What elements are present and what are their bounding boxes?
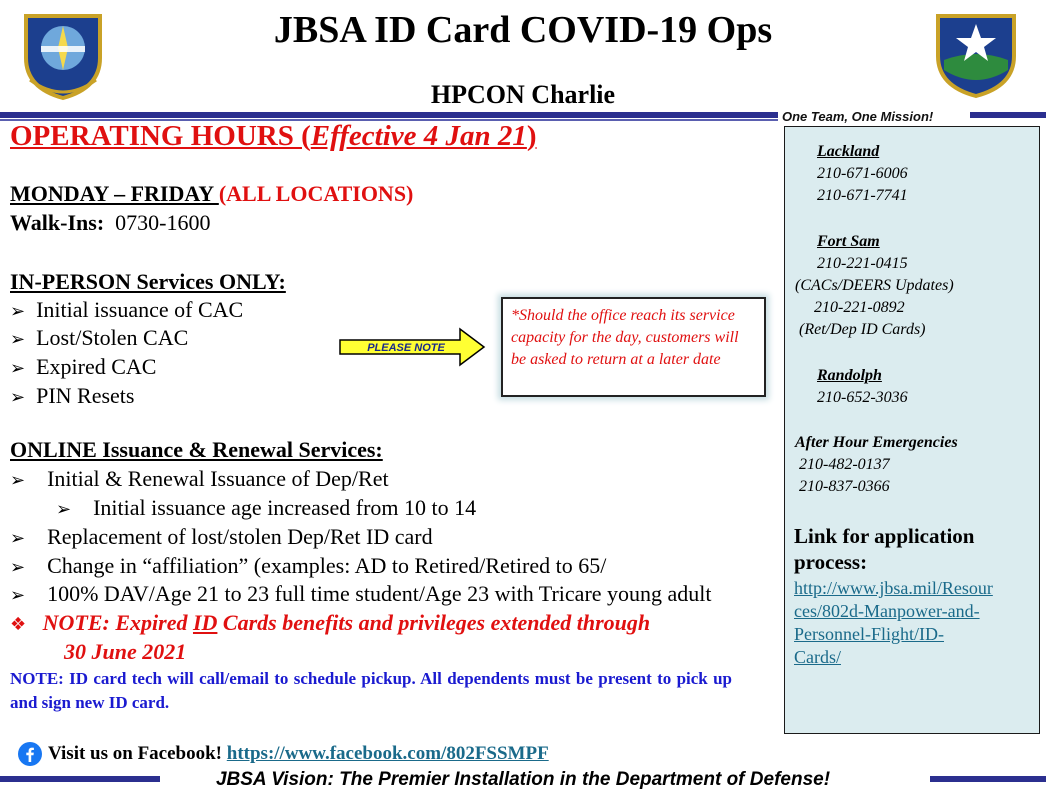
- randolph-phone: 210-652-3036: [817, 389, 908, 406]
- in-person-heading: IN-PERSON Services ONLY:: [10, 269, 286, 294]
- lackland-phone-2: 210-671-7741: [817, 187, 908, 204]
- after-hours-label: After Hour Emergencies: [795, 434, 958, 451]
- list-item: ➢ PIN Resets: [10, 383, 135, 408]
- fortsam-label: Fort Sam: [817, 233, 880, 250]
- lackland-phone-1: 210-671-6006: [817, 165, 908, 182]
- facebook-link[interactable]: https://www.facebook.com/802FSSMPF: [226, 743, 549, 764]
- operating-hours-heading: OPERATING HOURS (Effective 4 Jan 21): [10, 120, 537, 152]
- please-note-arrow: [338, 326, 488, 368]
- list-item: ➢ Initial & Renewal Issuance of Dep/Ret: [10, 466, 389, 491]
- facebook-icon[interactable]: [18, 742, 42, 766]
- lackland-label: Lackland: [817, 143, 880, 160]
- link-heading: Link for application process:: [794, 524, 975, 574]
- walkins-line: Walk-Ins: 0730-1600: [10, 210, 211, 235]
- header-divider-left: [0, 112, 778, 118]
- list-item: ➢ Change in “affiliation” (examples: AD to Retired/Retired to 65/: [10, 553, 607, 578]
- after-hours-phone-1: 210-482-0137: [799, 456, 890, 473]
- list-item: ➢ Expired CAC: [10, 354, 157, 379]
- online-heading: ONLINE Issuance & Renewal Services:: [10, 437, 383, 462]
- list-item: ➢ 100% DAV/Age 21 to 23 full time student/Age 23 with Tricare young adult: [10, 581, 712, 606]
- application-link[interactable]: http://www.jbsa.mil/Resour ces/802d-Manpower-and- Personnel-Flight/ID- Cards/: [794, 578, 993, 667]
- page-subtitle: HPCON Charlie: [430, 80, 616, 109]
- days-line: MONDAY – FRIDAY (ALL LOCATIONS): [10, 181, 414, 206]
- capacity-note-box: *Should the office reach its service capacity for the day, customers will be asked to return at a later date: [501, 297, 766, 397]
- facebook-line: Visit us on Facebook! https://www.facebook.com/802FSSMPF: [48, 743, 549, 764]
- list-item: ➢ Lost/Stolen CAC: [10, 325, 189, 350]
- footer-vision: JBSA Vision: The Premier Installation in the Department of Defense!: [215, 769, 831, 790]
- diamond-bullet-icon: ❖: [10, 614, 27, 635]
- list-item: ➢ Replacement of lost/stolen Dep/Ret ID card: [10, 524, 433, 549]
- header-divider-right: [970, 112, 1046, 118]
- page-title: JBSA ID Card COVID-19 Ops: [273, 9, 773, 51]
- fortsam-phone-2: 210-221-0892: [814, 299, 905, 316]
- pickup-note: NOTE: ID card tech will call/email to schedule pickup. All dependents must be present to pick up and sign new ID card.: [10, 669, 732, 712]
- tagline: One Team, One Mission!: [782, 109, 934, 124]
- please-note-label: PLEASE NOTE: [367, 342, 445, 354]
- expired-id-note-date: 30 June 2021: [64, 639, 187, 664]
- after-hours-phone-2: 210-837-0366: [799, 478, 890, 495]
- fortsam-note-2: (Ret/Dep ID Cards): [799, 321, 926, 338]
- randolph-label: Randolph: [817, 367, 882, 384]
- fortsam-note-1: (CACs/DEERS Updates): [795, 277, 954, 294]
- expired-id-note: ❖ NOTE: Expired ID Cards benefits and privileges extended through: [10, 610, 651, 635]
- fortsam-phone-1: 210-221-0415: [817, 255, 908, 272]
- list-item-sub: ➢ Initial issuance age increased from 10 to 14: [56, 495, 477, 520]
- list-item: ➢ Initial issuance of CAC: [10, 297, 244, 322]
